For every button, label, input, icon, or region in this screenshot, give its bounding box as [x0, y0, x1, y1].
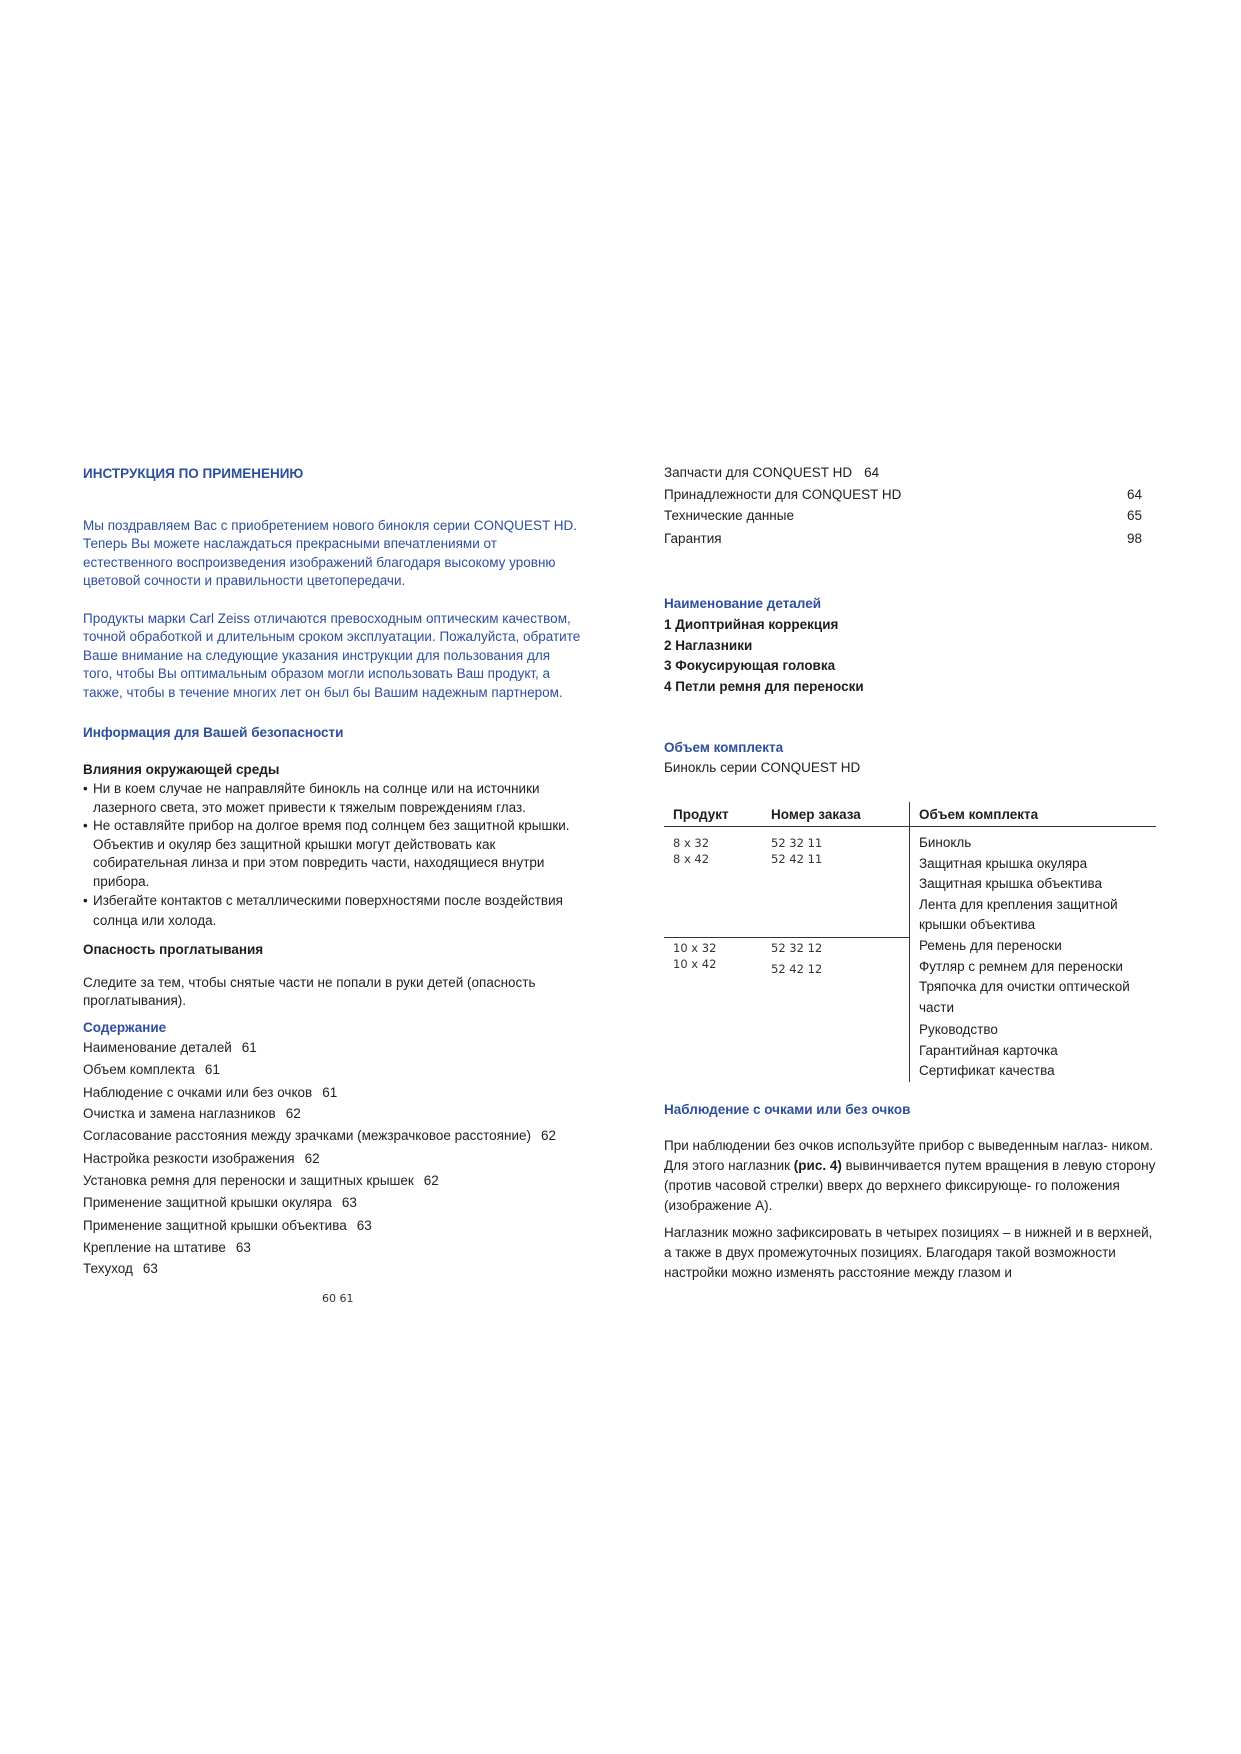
table-header-order: Номер заказа	[771, 807, 861, 822]
scope-item: крышки объектива	[919, 917, 1036, 932]
glasses-paragraph-2: Наглазник можно зафиксировать в четырех позициях – в нижней и в верхней, а также в двух промежуточных позициях. Благодаря такой возможности настройки можно изменять расстояние между глазом и	[664, 1224, 1153, 1280]
toc-entry[interactable]: Технические данные 65	[664, 508, 1142, 523]
scope-item: Тряпочка для очистки оптической	[919, 979, 1130, 994]
swallow-heading: Опасность проглатывания	[83, 942, 264, 957]
scope-item: Бинокль	[919, 835, 972, 850]
scope-item: Футляр с ремнем для переноски	[919, 959, 1123, 974]
toc-entry[interactable]: Применение защитной крышки окуляра 63	[83, 1195, 357, 1210]
toc-entry[interactable]: Принадлежности для CONQUEST HD 64	[664, 487, 1142, 502]
product-cell: 8 x 42	[673, 852, 710, 866]
table-header-product: Продукт	[673, 807, 729, 822]
part-item: 2 Наглазники	[664, 638, 753, 653]
scope-item: Ремень для переноски	[919, 938, 1062, 953]
scope-item: Сертификат качества	[919, 1063, 1055, 1078]
order-cell: 52 42 11	[771, 852, 823, 866]
order-cell: 52 32 11	[771, 836, 823, 850]
parts-heading: Наименование деталей	[664, 596, 822, 611]
toc-entry[interactable]: Очистка и замена наглазников 62	[83, 1106, 301, 1121]
order-cell: 52 32 12	[771, 941, 823, 955]
scope-item: Гарантийная карточка	[919, 1043, 1058, 1058]
scope-item: Руководство	[919, 1022, 998, 1037]
bullet-mark: •	[83, 893, 88, 908]
part-item: 3 Фокусирующая головка	[664, 658, 836, 673]
glasses-heading: Наблюдение с очками или без очков	[664, 1102, 911, 1117]
scope-heading: Объем комплекта	[664, 740, 784, 755]
order-cell: 52 42 12	[771, 962, 823, 976]
glasses-paragraph-1: При наблюдении без очков используйте прибор с выведенным наглаз- ником. Для этого наглазник (рис. 4) вывинчивается путем вращения в левую сторону (против часовой стрелки) вверх до верхнего фиксирующе- го положения (изображение А).	[664, 1137, 1156, 1213]
intro-paragraph-1: Мы поздравляем Вас с приобретением нового бинокля серии CONQUEST HD. Теперь Вы можете наслаждаться прекрасными впечатлениями от естественного воспроизведения изображений благодаря высокому уровню цветовой сочности и правильности цветопередачи.	[83, 517, 577, 588]
page-numbers: 60 61	[322, 1292, 354, 1305]
toc-entry[interactable]: Наименование деталей 61	[83, 1040, 257, 1055]
toc-entry[interactable]: Объем комплекта 61	[83, 1062, 220, 1077]
product-cell: 10 x 42	[673, 957, 717, 971]
toc-entry[interactable]: Наблюдение с очками или без очков 61	[83, 1085, 338, 1100]
part-item: 4 Петли ремня для переноски	[664, 679, 864, 694]
table-divider-header	[664, 826, 1156, 827]
toc-entry[interactable]: Крепление на штативе 63	[83, 1240, 251, 1255]
table-divider-vertical	[909, 802, 910, 1082]
table-header-scope: Объем комплекта	[919, 807, 1039, 822]
bullet-item: • Избегайте контактов с металлическими поверхностями после воздействия солнца или холода.	[83, 893, 563, 928]
scope-subtitle: Бинокль серии CONQUEST HD	[664, 760, 861, 775]
part-item: 1 Диоптрийная коррекция	[664, 617, 839, 632]
scope-item: Защитная крышка окуляра	[919, 856, 1088, 871]
bullet-mark: •	[83, 818, 88, 833]
toc-entry[interactable]: Гарантия 98	[664, 531, 1142, 546]
bullet-item: • Ни в коем случае не направляйте бинокль на солнце или на источники лазерного света, это может привести к тяжелым повреждениям глаз.	[83, 781, 540, 815]
figure-reference: (рис. 4)	[793, 1157, 842, 1173]
swallow-text: Следите за тем, чтобы снятые части не попали в руки детей (опасность проглатывания).	[83, 974, 536, 1008]
toc-entry[interactable]: Настройка резкости изображения 62	[83, 1151, 320, 1166]
scope-item: части	[919, 1000, 955, 1015]
bullet-item: • Не оставляйте прибор на долгое время под солнцем без защитной крышки. Объектив и окуляр без защитной крышки могут действовать как собирательная линза и при этом повредить части, находящиеся внутри прибора.	[83, 818, 570, 889]
environment-bullet-list	[83, 780, 583, 931]
toc-entry[interactable]: Согласование расстояния между зрачками (межзрачковое расстояние) 62	[83, 1128, 557, 1143]
environment-heading: Влияния окружающей среды	[83, 762, 280, 777]
toc-entry[interactable]: Применение защитной крышки объектива 63	[83, 1218, 372, 1233]
toc-entry[interactable]: Установка ремня для переноски и защитных крышек 62	[83, 1173, 439, 1188]
scope-item: Лента для крепления защитной	[919, 897, 1118, 912]
scope-item: Защитная крышка объектива	[919, 876, 1102, 891]
document-title: ИНСТРУКЦИЯ ПО ПРИМЕНЕНИЮ	[83, 466, 304, 481]
table-divider-group	[664, 937, 909, 938]
toc-entry[interactable]: Запчасти для CONQUEST HD 64	[664, 465, 880, 480]
safety-heading: Информация для Вашей безопасности	[83, 725, 344, 740]
product-cell: 10 x 32	[673, 941, 717, 955]
intro-paragraph-2: Продукты марки Carl Zeiss отличаются превосходным оптическим качеством, точной обработкой и длительным сроком эксплуатации. Пожалуйста, обратите Ваше внимание на следующие указания инструкции для пользования для того, чтобы Вы оптимальным образом могли использовать Ваш продукт, а также, чтобы в течение многих лет он был бы Вашим надежным партнером.	[83, 610, 581, 700]
contents-heading: Содержание	[83, 1020, 167, 1035]
product-cell: 8 x 32	[673, 836, 710, 850]
bullet-mark: •	[83, 781, 88, 796]
toc-entry[interactable]: Техуход 63	[83, 1261, 158, 1276]
